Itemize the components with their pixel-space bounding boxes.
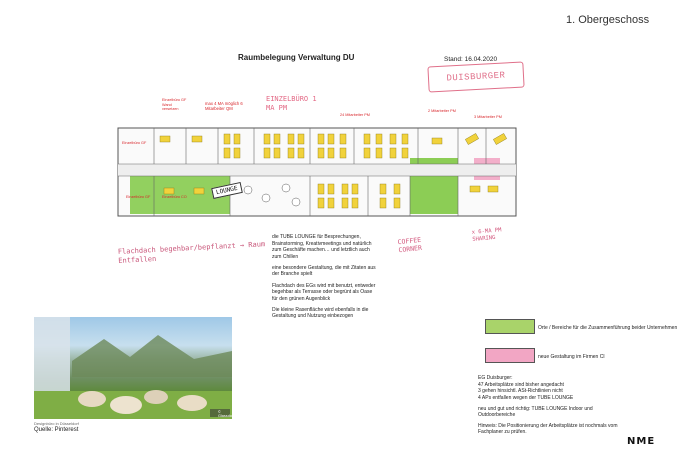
notes-block — [478, 375, 668, 440]
room-label-gf2: Einzelbüro GF — [126, 195, 151, 199]
notes-heading: EG Duisburger: — [478, 375, 513, 381]
description-paragraph: Flachdach des EGs wird mit benutzt, entweder begehbar als Terrasse oder begrünt als Oase für den grünen Augenblick — [272, 282, 376, 302]
stamp-text: DUISBURGER — [446, 70, 506, 84]
annotation-2ma: 2 Mitarbeiter PM — [428, 109, 456, 113]
notes-line: 47 Arbeitsplätze sind bisher angedacht — [478, 381, 564, 388]
floor-plan — [118, 128, 516, 216]
lounge-label: LOUNGE — [211, 182, 242, 199]
description-paragraph: eine besondere Gestaltung, die mit Zitaten aus der Branche spielt — [272, 264, 376, 278]
photo-source: Quelle: Pinterest — [34, 427, 79, 433]
photo-caption: Designbüro in Düsseldorf — [34, 421, 79, 426]
notes-outdoor: neu und gut und richtig: TUBE LOUNGE Indoor und Outdoorbereiche — [478, 405, 593, 419]
annotation-max-ma: max 4 MA möglich 6 Mitarbeiter QM — [205, 101, 243, 112]
legend-label-pink: neue Gestaltung im Firmen CI — [538, 354, 605, 360]
annotation-24ma: 24 Mitarbeiter PM — [340, 113, 370, 117]
notes-line: 4 APs entfallen wegen der TUBE LOUNGE — [478, 394, 574, 401]
annotation-einzelbuero-top: Einzelbüro GF Wand versetzen — [162, 98, 187, 112]
description-paragraph: die TUBE LOUNGE für Besprechungen, Brainstorming, Kreativmeetings und natürlich zum Geschäfte machen… und letztlich auch zum Chillen — [272, 234, 372, 260]
room-label-co: Einzelbüro CO — [162, 195, 187, 199]
room-label-gf1: Einzelbüro GF — [122, 141, 147, 145]
coffee-note: COFFEE CORNER — [397, 235, 423, 255]
photo-illustration — [34, 317, 232, 419]
legend-swatch-pink — [485, 348, 535, 363]
description-text — [272, 234, 376, 325]
notes-line: 3 gehen hinsichtl. ASt-Richtlinien nicht — [478, 388, 563, 395]
notes-hint: Hinweis: Die Positionierung der Arbeitsplätze ist nochmals vom Fachplaner zu prüfen. — [478, 422, 618, 436]
description-paragraph: Die kleine Rasenfläche wird ebenfalls in die Gestaltung und Nutzung einbezogen — [272, 306, 369, 320]
annotation-3ma: 3 Mitarbeiter PM — [474, 115, 502, 119]
photo-credit: © Glassdoor — [218, 410, 236, 418]
sharing-note: x 6-MA PM SHARING — [471, 227, 502, 243]
annotation-einzelbuero-hw: EINZELBÜRO 1 MA PM — [266, 95, 317, 112]
page-title: Raumbelegung Verwaltung DU — [238, 53, 355, 62]
client-stamp — [427, 62, 524, 93]
legend-label-green: Orte / Bereiche für die Zusammenführung beider Unternehmen — [538, 325, 678, 331]
legend-swatch-green — [485, 319, 535, 334]
lounge-photo — [34, 317, 236, 419]
floor-label: 1. Obergeschoss — [566, 14, 650, 26]
flachdach-note: Flachdach begehbar/bepflanzt → Raum Entfallen — [117, 240, 266, 266]
company-logo: NME — [627, 436, 656, 447]
date-stand: Stand: 16.04.2020 — [444, 56, 498, 63]
